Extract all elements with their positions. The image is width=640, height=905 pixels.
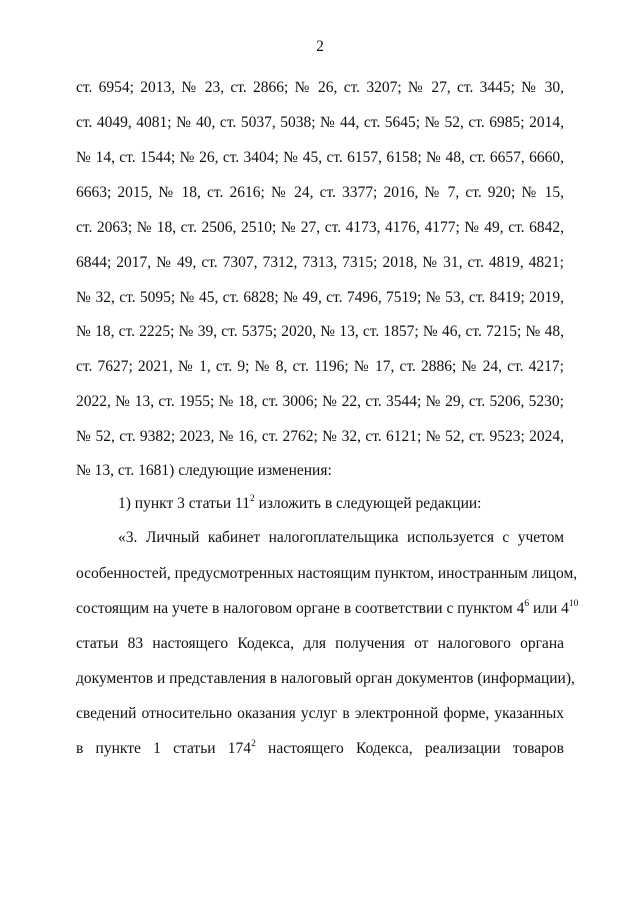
quote-line-7-sup: 2: [251, 738, 256, 749]
text-line: ст. 4049, 4081; № 40, ст. 5037, 5038; № 44, ст. 5645; № 52, ст. 6985; 2014,: [76, 114, 564, 131]
quote-line: статьи 83 настоящего Кодекса, для получения от налогового органа: [76, 635, 564, 652]
text-line: № 14, ст. 1544; № 26, ст. 3404; № 45, ст. 6157, 6158; № 48, ст. 6657, 6660,: [76, 149, 564, 166]
quote-line-3-sup-2: 10: [568, 598, 579, 609]
item-1-sup: 2: [250, 493, 255, 504]
quote-line-3-prefix: состоящим на учете в налоговом органе в соответствии с пунктом 4: [76, 600, 525, 617]
item-1-suffix: изложить в следующей редакции:: [254, 495, 482, 512]
text-line: № 13, ст. 1681) следующие изменения:: [76, 462, 332, 479]
quote-line: особенностей, предусмотренных настоящим пунктом, иностранным лицом,: [76, 565, 578, 582]
text-line: ст. 6954; 2013, № 23, ст. 2866; № 26, ст. 3207; № 27, ст. 3445; № 30,: [76, 79, 564, 96]
text-line: № 52, ст. 9382; 2023, № 16, ст. 2762; № 32, ст. 6121; № 52, ст. 9523; 2024,: [76, 428, 564, 445]
quote-line-7-prefix: в пункте 1 статьи 174: [76, 740, 252, 757]
quote-line: сведений относительно оказания услуг в электронной форме, указанных: [76, 705, 564, 722]
item-1-prefix: 1) пункт 3 статьи 11: [118, 495, 250, 512]
text-line: 6844; 2017, № 49, ст. 7307, 7312, 7313, 7315; 2018, № 31, ст. 4819, 4821;: [76, 254, 564, 271]
quote-line-7: [76, 739, 564, 759]
text-line: № 18, ст. 2225; № 39, ст. 5375; 2020, № 13, ст. 1857; № 46, ст. 7215; № 48,: [76, 323, 564, 340]
page-number: 2: [316, 38, 324, 55]
text-line: 2022, № 13, ст. 1955; № 18, ст. 3006; № 22, ст. 3544; № 29, ст. 5206, 5230;: [76, 393, 564, 410]
text-line: № 32, ст. 5095; № 45, ст. 6828; № 49, ст. 7496, 7519; № 53, ст. 8419; 2019,: [76, 289, 564, 306]
text-line: 6663; 2015, № 18, ст. 2616; № 24, ст. 3377; 2016, № 7, ст. 920; № 15,: [76, 184, 564, 201]
item-1-line: [118, 494, 564, 514]
quote-line-3: [76, 598, 579, 619]
text-line: ст. 7627; 2021, № 1, ст. 9; № 8, ст. 1196; № 17, ст. 2886; № 24, ст. 4217;: [76, 358, 564, 375]
text-line: ст. 2063; № 18, ст. 2506, 2510; № 27, ст. 4173, 4176, 4177; № 49, ст. 6842,: [76, 219, 564, 236]
quote-line: документов и представления в налоговый орган документов (информации),: [76, 670, 575, 687]
quote-line-3-middle: или 4: [529, 600, 569, 617]
quote-line: «3. Личный кабинет налогоплательщика используется с учетом: [118, 529, 564, 546]
quote-line-7-suffix: настоящего Кодекса, реализации товаров: [255, 740, 564, 757]
quote-line-3-sup-1: 6: [524, 598, 530, 609]
